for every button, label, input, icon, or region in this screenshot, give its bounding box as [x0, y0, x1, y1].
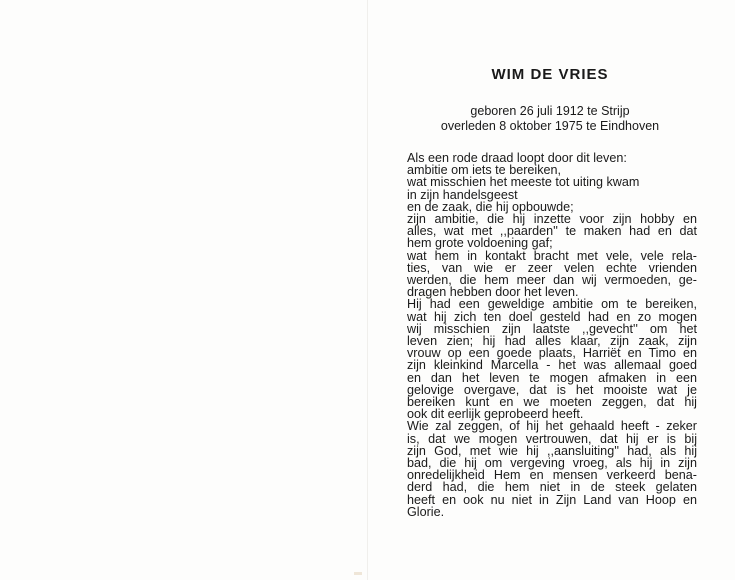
text-line: derd had, die hem niet in de steek gelaten	[407, 480, 697, 495]
text-line: bereiken kunt en we moeten zeggen, dat hij	[407, 395, 697, 410]
text-line: in zijn handelsgeest	[407, 187, 518, 202]
text-line: alles, wat met ,,paarden'' te maken had en dat	[407, 224, 697, 239]
life-dates	[405, 104, 695, 134]
text-line: wat hem in kontakt bracht met vele, vele rela-	[407, 248, 697, 263]
text-line: onredelijkheid Hem en mensen verkeerd bena-	[407, 468, 697, 483]
text-line: dragen hebben door het leven.	[407, 285, 579, 300]
text-line: zijn God, met wie hij ,,aansluiting'' had, als hij	[407, 443, 697, 458]
text-line: en dan het leven te mogen afmaken in een	[407, 370, 697, 385]
text-line: zijn kleinkind Marcella - het was allemaal goed	[407, 358, 697, 373]
text-line: ties, van wie er zeer velen echte vrienden	[407, 260, 697, 275]
birth-line: geboren 26 juli 1912 te Strijp	[470, 104, 630, 118]
text-line: wat misschien het meeste tot uiting kwam	[407, 175, 640, 190]
text-line: hem grote voldoening gaf;	[407, 236, 553, 251]
text-line: vrouw op een goede plaats, Harriët en Timo en	[407, 346, 697, 361]
text-line: wij misschien zijn laatste ,,gevecht'' om het	[407, 321, 697, 336]
text-line: zijn ambitie, die hij inzette voor zijn hobby en	[407, 212, 697, 227]
text-line: heeft en ook nu niet in Zijn Land van Hoop en	[407, 492, 697, 507]
text-line: leven zien; hij had alles klaar, zijn zaak, zijn	[407, 334, 697, 349]
text-line: ambitie om iets te bereiken,	[407, 163, 561, 178]
text-line: bad, die hij om vergeving vroeg, als hij in zijn	[407, 456, 697, 471]
text-line: is, dat we mogen vertrouwen, dat hij er is bij	[407, 431, 697, 446]
deceased-name: WIM DE VRIES	[491, 66, 609, 83]
text-line: Glorie.	[407, 504, 445, 519]
text-line: wat hij zich ten doel gesteld had en zo mogen	[407, 309, 697, 324]
paper-mark	[354, 572, 362, 575]
text-line: Hij had een geweldige ambitie om te bereiken,	[407, 297, 697, 312]
text-line: en de zaak, die hij opbouwde;	[407, 199, 574, 214]
text-line: ook dit eerlijk geprobeerd heeft.	[407, 407, 584, 422]
text-line: werden, die hem meer dan wij vermoeden, ge-	[407, 273, 697, 288]
text-line: gelovige overgave, dat is het mooiste wat je	[407, 382, 697, 397]
text-line: Als een rode draad loopt door dit leven:	[407, 151, 627, 165]
memorial-text	[407, 152, 697, 518]
text-line: Wie zal zeggen, of hij het gehaald heeft - zeker	[407, 419, 697, 434]
death-line: overleden 8 oktober 1975 te Eindhoven	[440, 119, 660, 133]
card-fold-line	[367, 0, 368, 580]
